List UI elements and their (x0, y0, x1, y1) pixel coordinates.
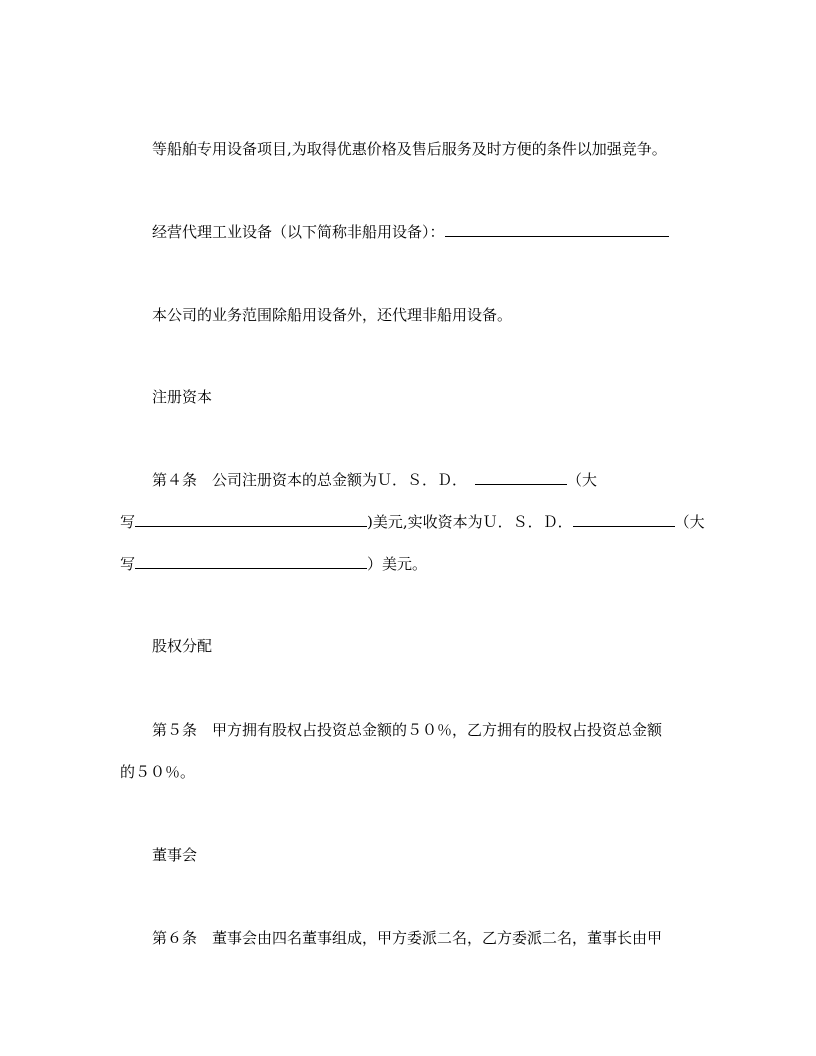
heading-board-of-directors (152, 845, 728, 865)
paragraph-business-scope (152, 305, 728, 325)
article-text: 第６条 董事会由四名董事组成，甲方委派二名，乙方委派二名，董事长由甲 (152, 929, 663, 947)
article-text: （大 (567, 471, 598, 489)
article-5-line-1 (152, 720, 728, 740)
paragraph-text: 本公司的业务范围除船用设备外，还代理非船用设备。 (152, 306, 513, 324)
paragraph-text: 等船舶专用设备项目,为取得优惠价格及售后服务及时方便的条件以加强竞争。 (152, 140, 667, 158)
article-4-line-2 (120, 512, 705, 532)
fill-in-blank-paid-in-capital-words[interactable] (135, 554, 367, 569)
fill-in-blank-paid-in-capital-amount[interactable] (573, 512, 675, 527)
heading-text: 董事会 (152, 846, 198, 864)
heading-equity-distribution (152, 636, 728, 656)
paragraph-equipment-projects (152, 139, 728, 159)
paragraph-non-marine-equipment (152, 222, 728, 242)
fill-in-blank-registered-capital-amount[interactable] (475, 470, 567, 485)
heading-text: 股权分配 (152, 637, 213, 655)
fill-in-blank-registered-capital-words[interactable] (135, 512, 367, 527)
paragraph-text: 经营代理工业设备（以下简称非船用设备）： (152, 223, 445, 241)
article-text: 写 (120, 555, 136, 573)
article-text: 第４条 公司注册资本的总金额为Ｕ．Ｓ．Ｄ． (152, 471, 468, 489)
article-text: 写 (120, 513, 136, 531)
article-text: 的５０％。 (120, 763, 196, 781)
heading-text: 注册资本 (152, 388, 213, 406)
article-6-line-1 (152, 928, 728, 948)
heading-registered-capital (152, 387, 728, 407)
article-5-line-2 (120, 762, 696, 782)
article-4-line-1 (152, 470, 728, 490)
article-text: （大 (674, 513, 705, 531)
article-text: ）美元。 (367, 555, 428, 573)
fill-in-blank-non-marine-equipment[interactable] (445, 222, 669, 237)
article-text: 第５条 甲方拥有股权占投资总金额的５０％，乙方拥有的股权占投资总金额 (152, 721, 663, 739)
article-4-line-3 (120, 554, 696, 574)
article-text: )美元,实收资本为Ｕ．Ｓ．Ｄ． (367, 513, 573, 531)
